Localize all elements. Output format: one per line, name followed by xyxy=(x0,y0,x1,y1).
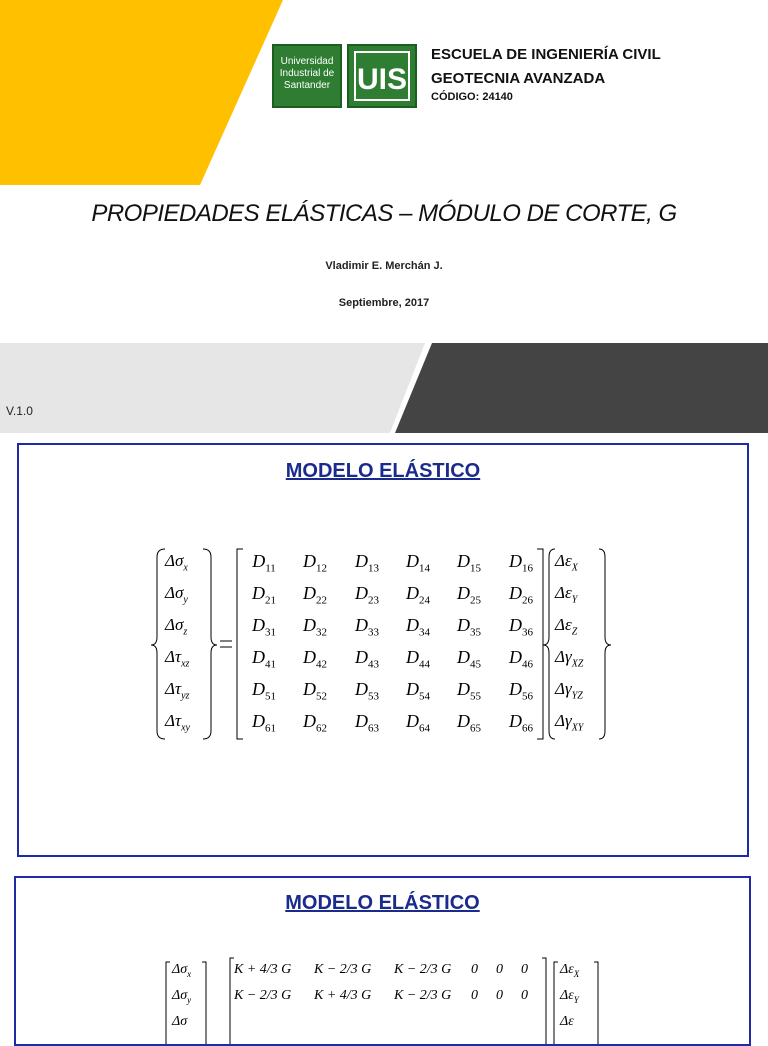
matrix-cell: $D_{25}$ xyxy=(457,583,481,607)
matrix-equation-2 xyxy=(16,878,749,1044)
course-name: GEOTECNIA AVANZADA xyxy=(431,70,606,87)
matrix-cell: $D_{51}$ xyxy=(252,679,276,703)
right-brace xyxy=(203,549,217,739)
strain-component: $\Delta\varepsilon_X$ xyxy=(555,551,578,574)
matrix-cell: $D_{15}$ xyxy=(457,551,481,575)
slide-title: MODELO ELÁSTICO xyxy=(285,460,481,482)
matrix-cell: 0 xyxy=(471,988,478,1003)
author-name: Vladimir E. Merchán J. xyxy=(325,260,443,272)
matrix-cell: $D_{14}$ xyxy=(406,551,430,575)
matrix-cell: $D_{46}$ xyxy=(509,647,533,671)
strain-right-brace xyxy=(594,962,598,1044)
matrix-cell: $D_{12}$ xyxy=(303,551,327,575)
left-brace xyxy=(166,962,170,1044)
matrix-cell: $D_{54}$ xyxy=(406,679,430,703)
uis-logo-letters: UIS xyxy=(356,63,408,96)
matrix-cell: $D_{11}$ xyxy=(252,551,276,575)
matrix-cell: 0 xyxy=(471,962,478,977)
uis-logo-icon xyxy=(347,44,417,108)
strain-component: $\Delta\varepsilon_Y$ xyxy=(555,583,578,606)
light-band xyxy=(0,343,425,433)
strain-left-brace xyxy=(543,549,555,739)
strain-component: $\Delta\gamma_{XY}$ xyxy=(555,711,584,734)
publication-date: Septiembre, 2017 xyxy=(338,297,430,309)
matrix-cell: $D_{22}$ xyxy=(303,583,327,607)
matrix-cell: K − 2/3 G xyxy=(234,988,292,1003)
school-name: ESCUELA DE INGENIERÍA CIVIL xyxy=(431,46,661,63)
matrix-right-bracket xyxy=(542,958,546,1044)
left-brace xyxy=(151,549,165,739)
strain-component: $\Delta\gamma_{XZ}$ xyxy=(555,647,584,670)
stress-component: $\Delta\sigma_y$ xyxy=(172,988,192,1005)
strain-component: $\Delta\gamma_{YZ}$ xyxy=(555,679,583,702)
stress-component: $\Delta\tau_{yz}$ xyxy=(165,679,190,702)
strain-left-brace xyxy=(554,962,558,1044)
matrix-cell: $D_{36}$ xyxy=(509,615,533,639)
stress-component: $\Delta\sigma_z$ xyxy=(165,615,188,638)
matrix-cell: 0 xyxy=(521,988,528,1003)
matrix-cell: $D_{55}$ xyxy=(457,679,481,703)
matrix-cell: 0 xyxy=(496,988,503,1003)
stress-component: $\Delta\sigma_x$ xyxy=(172,962,192,979)
matrix-cell: $D_{34}$ xyxy=(406,615,430,639)
strain-component: $\Delta\varepsilon_Z$ xyxy=(555,615,578,638)
matrix-cell: $D_{26}$ xyxy=(509,583,533,607)
matrix-cell: $D_{52}$ xyxy=(303,679,327,703)
strain-component: Δε xyxy=(560,1014,574,1029)
matrix-cell: $D_{63}$ xyxy=(355,711,379,735)
matrix-cell: $D_{44}$ xyxy=(406,647,430,671)
stress-component: Δσ xyxy=(172,1014,188,1029)
slide-elastic-model-2 xyxy=(14,876,751,1046)
matrix-cell: $D_{24}$ xyxy=(406,583,430,607)
matrix-cell: $D_{61}$ xyxy=(252,711,276,735)
matrix-cell: K − 2/3 G xyxy=(394,988,452,1003)
footer-bands xyxy=(0,343,768,433)
stress-component: $\Delta\sigma_y$ xyxy=(165,583,188,606)
matrix-cell: $D_{56}$ xyxy=(509,679,533,703)
matrix-cell: $D_{41}$ xyxy=(252,647,276,671)
dark-band xyxy=(395,343,768,433)
matrix-cell: K + 4/3 G xyxy=(234,962,292,977)
matrix-cell: $D_{45}$ xyxy=(457,647,481,671)
matrix-cell: $D_{35}$ xyxy=(457,615,481,639)
matrix-cell: $D_{32}$ xyxy=(303,615,327,639)
university-logo xyxy=(272,44,342,108)
matrix-cell: $D_{43}$ xyxy=(355,647,379,671)
matrix-cell: 0 xyxy=(521,962,528,977)
strain-right-brace xyxy=(599,549,611,739)
matrix-cell: K − 2/3 G xyxy=(394,962,452,977)
page-title: PROPIEDADES ELÁSTICAS – MÓDULO DE CORTE, G xyxy=(91,200,677,227)
matrix-cell: $D_{66}$ xyxy=(509,711,533,735)
stress-component: $\Delta\sigma_x$ xyxy=(165,551,188,574)
matrix-cell: $D_{42}$ xyxy=(303,647,327,671)
matrix-cell: $D_{33}$ xyxy=(355,615,379,639)
slide-elastic-model-1 xyxy=(17,443,749,857)
matrix-cell: $D_{53}$ xyxy=(355,679,379,703)
matrix-cell: K + 4/3 G xyxy=(314,988,372,1003)
right-brace xyxy=(202,962,206,1044)
version-label: V.1.0 xyxy=(6,404,33,418)
matrix-cell: $D_{62}$ xyxy=(303,711,327,735)
matrix-cell: K − 2/3 G xyxy=(314,962,372,977)
stress-component: $\Delta\tau_{xz}$ xyxy=(165,647,190,670)
strain-component: $\Delta\varepsilon_X$ xyxy=(560,962,580,979)
matrix-cell: $D_{13}$ xyxy=(355,551,379,575)
matrix-cell: $D_{21}$ xyxy=(252,583,276,607)
university-logo-text: Universidad Industrial de Santander xyxy=(279,56,335,91)
matrix-cell: $D_{64}$ xyxy=(406,711,430,735)
matrix-cell: $D_{31}$ xyxy=(252,615,276,639)
matrix-cell: $D_{23}$ xyxy=(355,583,379,607)
stress-component: $\Delta\tau_{xy}$ xyxy=(165,711,190,734)
matrix-cell: $D_{16}$ xyxy=(509,551,533,575)
matrix-cell: $D_{65}$ xyxy=(457,711,481,735)
yellow-accent-shape xyxy=(0,0,283,185)
course-code: CÓDIGO: 24140 xyxy=(431,91,513,103)
strain-component: $\Delta\varepsilon_Y$ xyxy=(560,988,579,1005)
matrix-cell: 0 xyxy=(496,962,503,977)
slide-title: MODELO ELÁSTICO xyxy=(285,892,480,914)
